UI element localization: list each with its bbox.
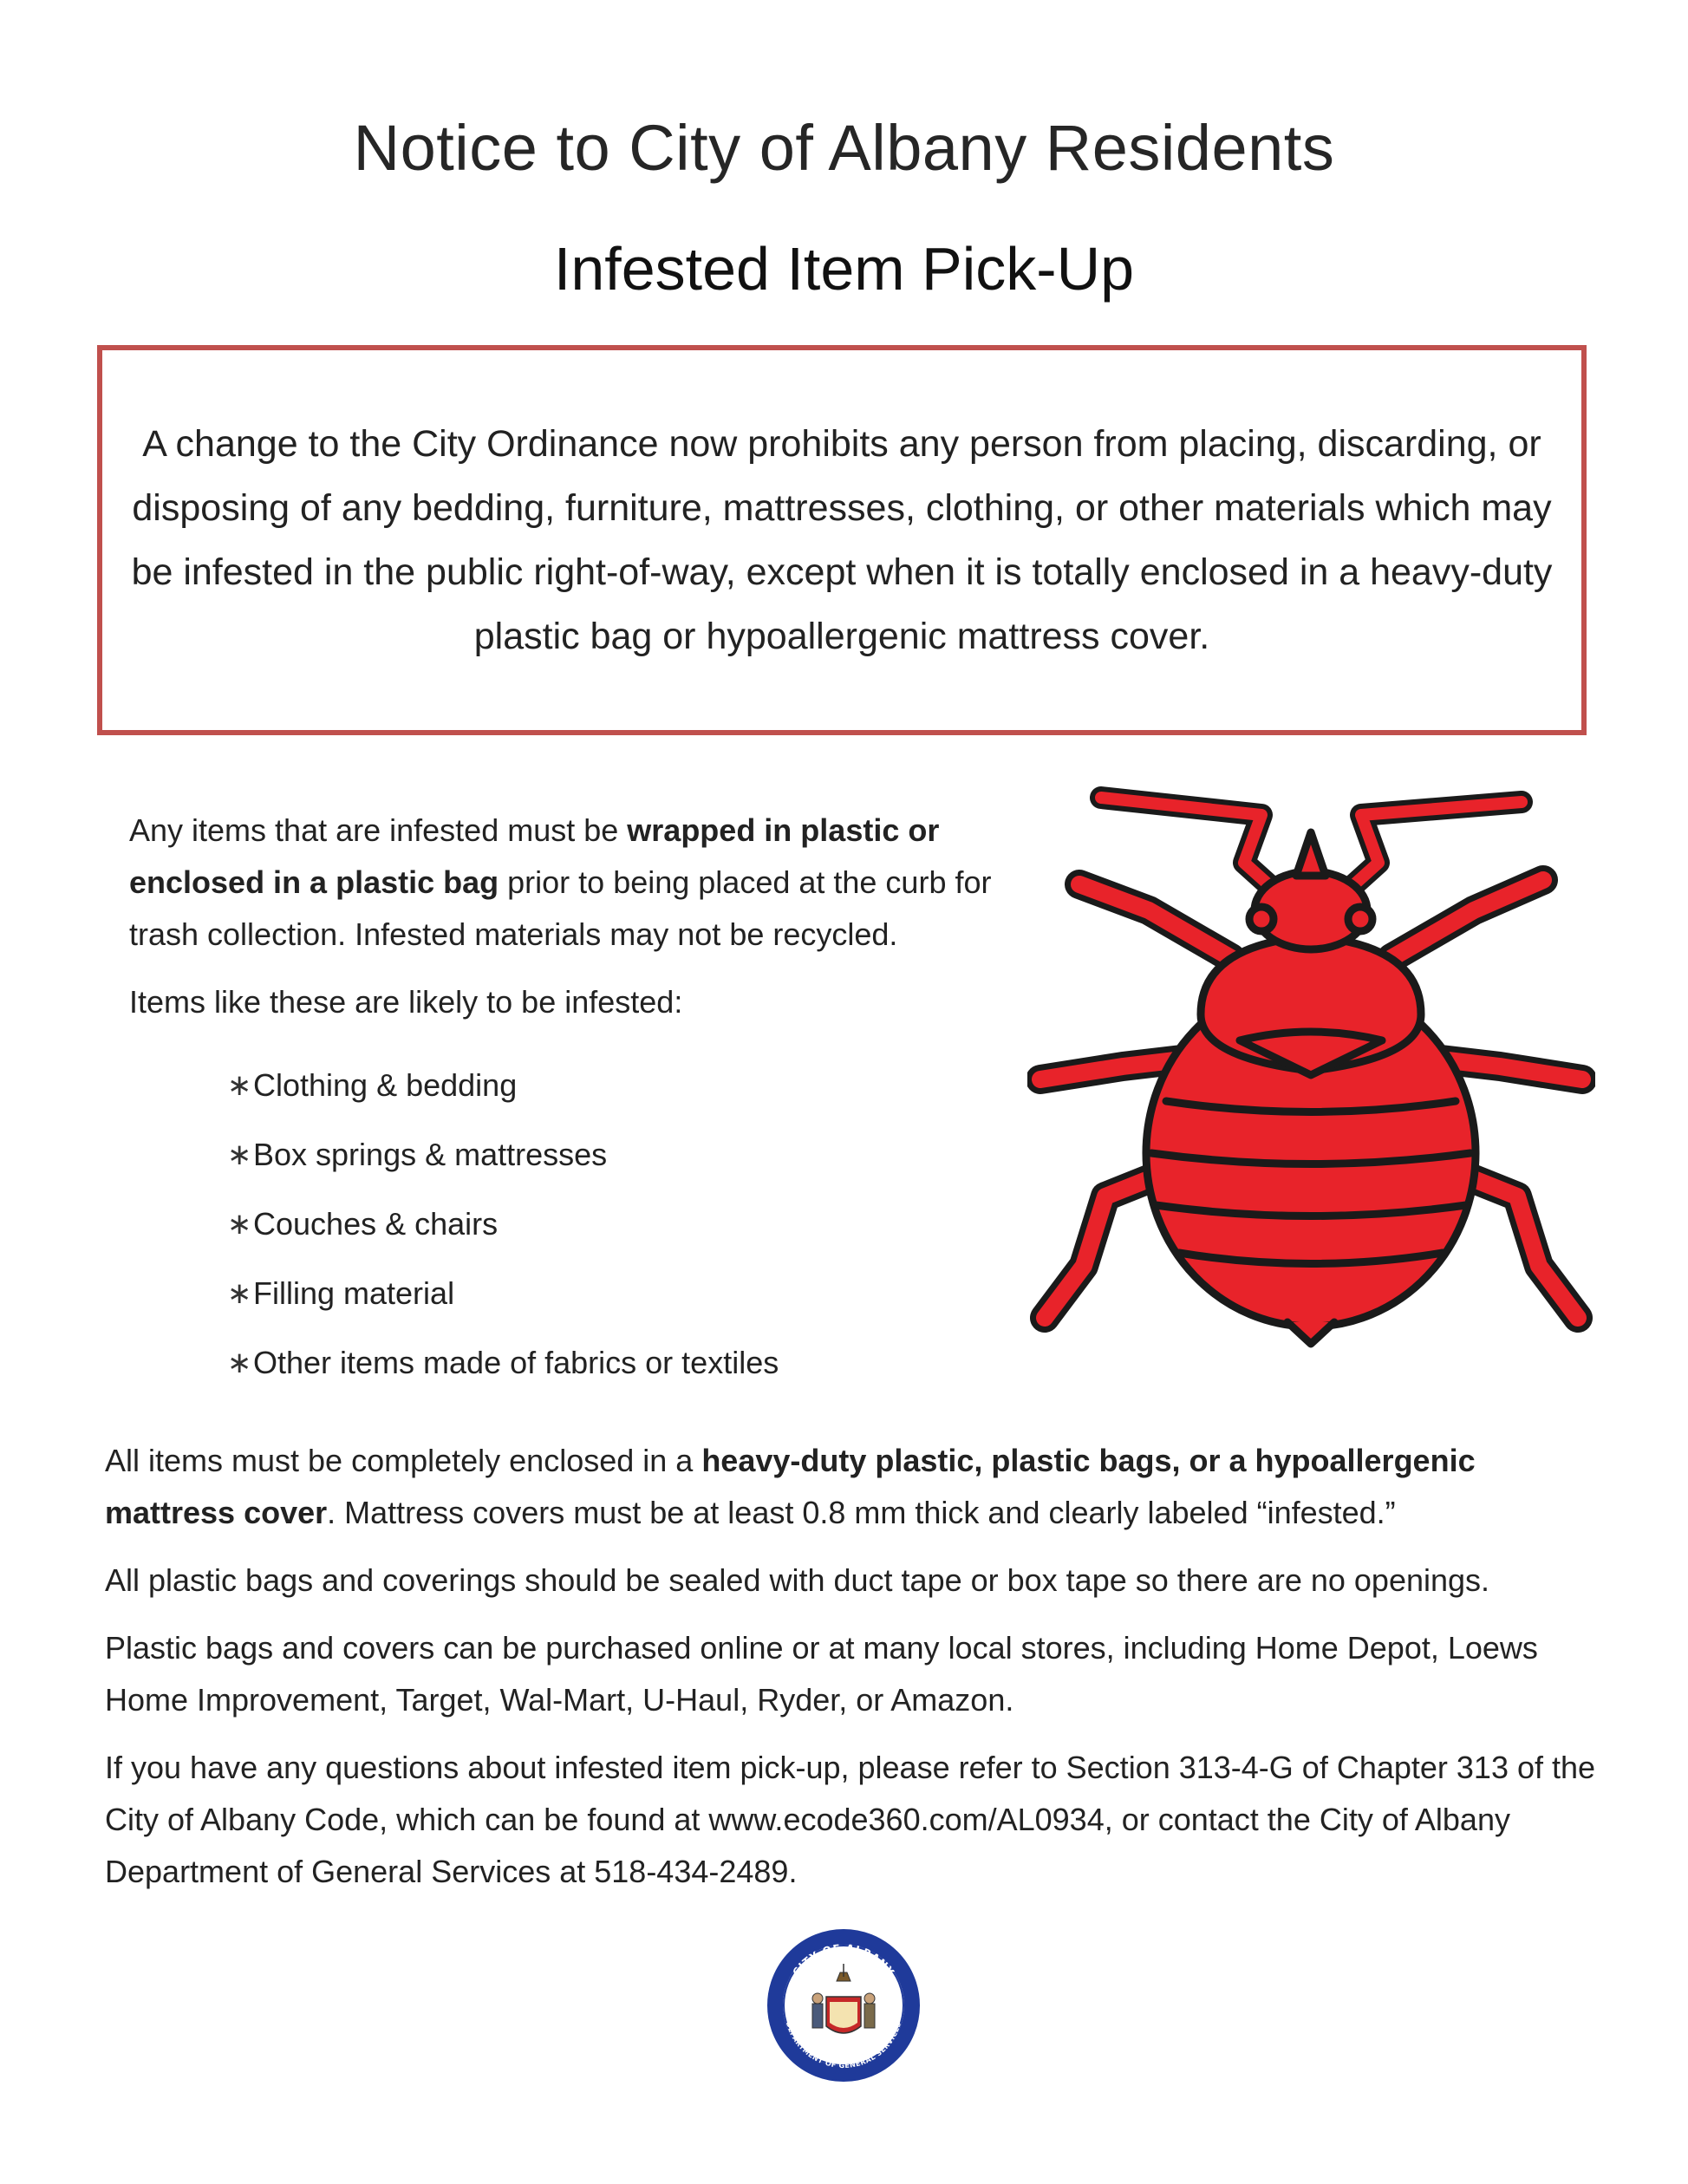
enclosure-requirement bbox=[105, 1435, 1596, 1539]
contact-info: If you have any questions about infested item pick-up, please refer to Section 313-4-G of Chapter 313 of the City of Albany Code, which can be found at www.ecode360.com/AL0934, or contact the City of Albany Department of General Services at 518-434-2489. bbox=[105, 1750, 1596, 1889]
seal-bottom-text: DEPARTMENT OF GENERAL SERVICES bbox=[784, 2020, 903, 2070]
infested-items-list bbox=[227, 1051, 1007, 1398]
city-seal-icon bbox=[767, 1929, 920, 2082]
list-item: ∗ Clothing & bedding bbox=[227, 1067, 518, 1103]
asterisk-bullet-icon: ∗ bbox=[227, 1346, 252, 1379]
ordinance-notice-box bbox=[97, 345, 1587, 735]
list-item: ∗ Filling material bbox=[227, 1275, 455, 1311]
enclosure-requirement-end: . Mattress covers must be at least 0.8 mm thick and clearly labeled “infested.” bbox=[327, 1495, 1396, 1530]
wrap-instruction-start: Any items that are infested must be bbox=[129, 812, 628, 848]
list-item: ∗ Couches & chairs bbox=[227, 1206, 499, 1242]
instructions-section bbox=[129, 805, 1031, 1028]
bed-bug-icon bbox=[1027, 780, 1595, 1353]
asterisk-bullet-icon: ∗ bbox=[227, 1138, 252, 1171]
ordinance-notice-text: A change to the City Ordinance now prohibits any person from placing, discarding, or disposing of any bedding, furniture, mattresses, clothing, or other materials which may be infested in the public right-of-way, except when it is totally enclosed in a heavy-duty plastic bag or hypoallergenic mattress cover. bbox=[131, 423, 1553, 657]
seal-top-text: CITY OF ALBANY bbox=[790, 1941, 897, 1979]
asterisk-bullet-icon: ∗ bbox=[227, 1277, 252, 1310]
asterisk-bullet-icon: ∗ bbox=[227, 1069, 252, 1102]
wrap-instruction-emphasis: wrapped in plastic or enclosed in a plastic bag bbox=[129, 812, 940, 900]
page-title: Notice to City of Albany Residents bbox=[353, 112, 1335, 184]
purchase-info: Plastic bags and covers can be purchased online or at many local stores, including Home Depot, Loews Home Improvement, Target, Wal-Mart, U-Haul, Ryder, or Amazon. bbox=[105, 1630, 1538, 1718]
enclosure-requirement-start: All items must be completely enclosed in a bbox=[105, 1443, 702, 1478]
list-item: ∗ Box springs & mattresses bbox=[227, 1137, 608, 1172]
list-item: ∗ Other items made of fabrics or textiles bbox=[227, 1345, 779, 1380]
wrap-instruction-end: prior to being placed at the curb for trash collection. Infested materials may not be recycled. bbox=[129, 864, 992, 952]
wrap-instruction bbox=[129, 805, 1031, 961]
details-section bbox=[105, 1435, 1596, 1898]
page-subtitle: Infested Item Pick-Up bbox=[553, 235, 1135, 303]
sealing-instruction: All plastic bags and coverings should be sealed with duct tape or box tape so there are no openings. bbox=[105, 1562, 1490, 1598]
list-intro: Items like these are likely to be infested: bbox=[129, 984, 683, 1020]
asterisk-bullet-icon: ∗ bbox=[227, 1208, 252, 1241]
enclosure-requirement-emphasis: heavy-duty plastic, plastic bags, or a hypoallergenic mattress cover bbox=[105, 1443, 1476, 1530]
